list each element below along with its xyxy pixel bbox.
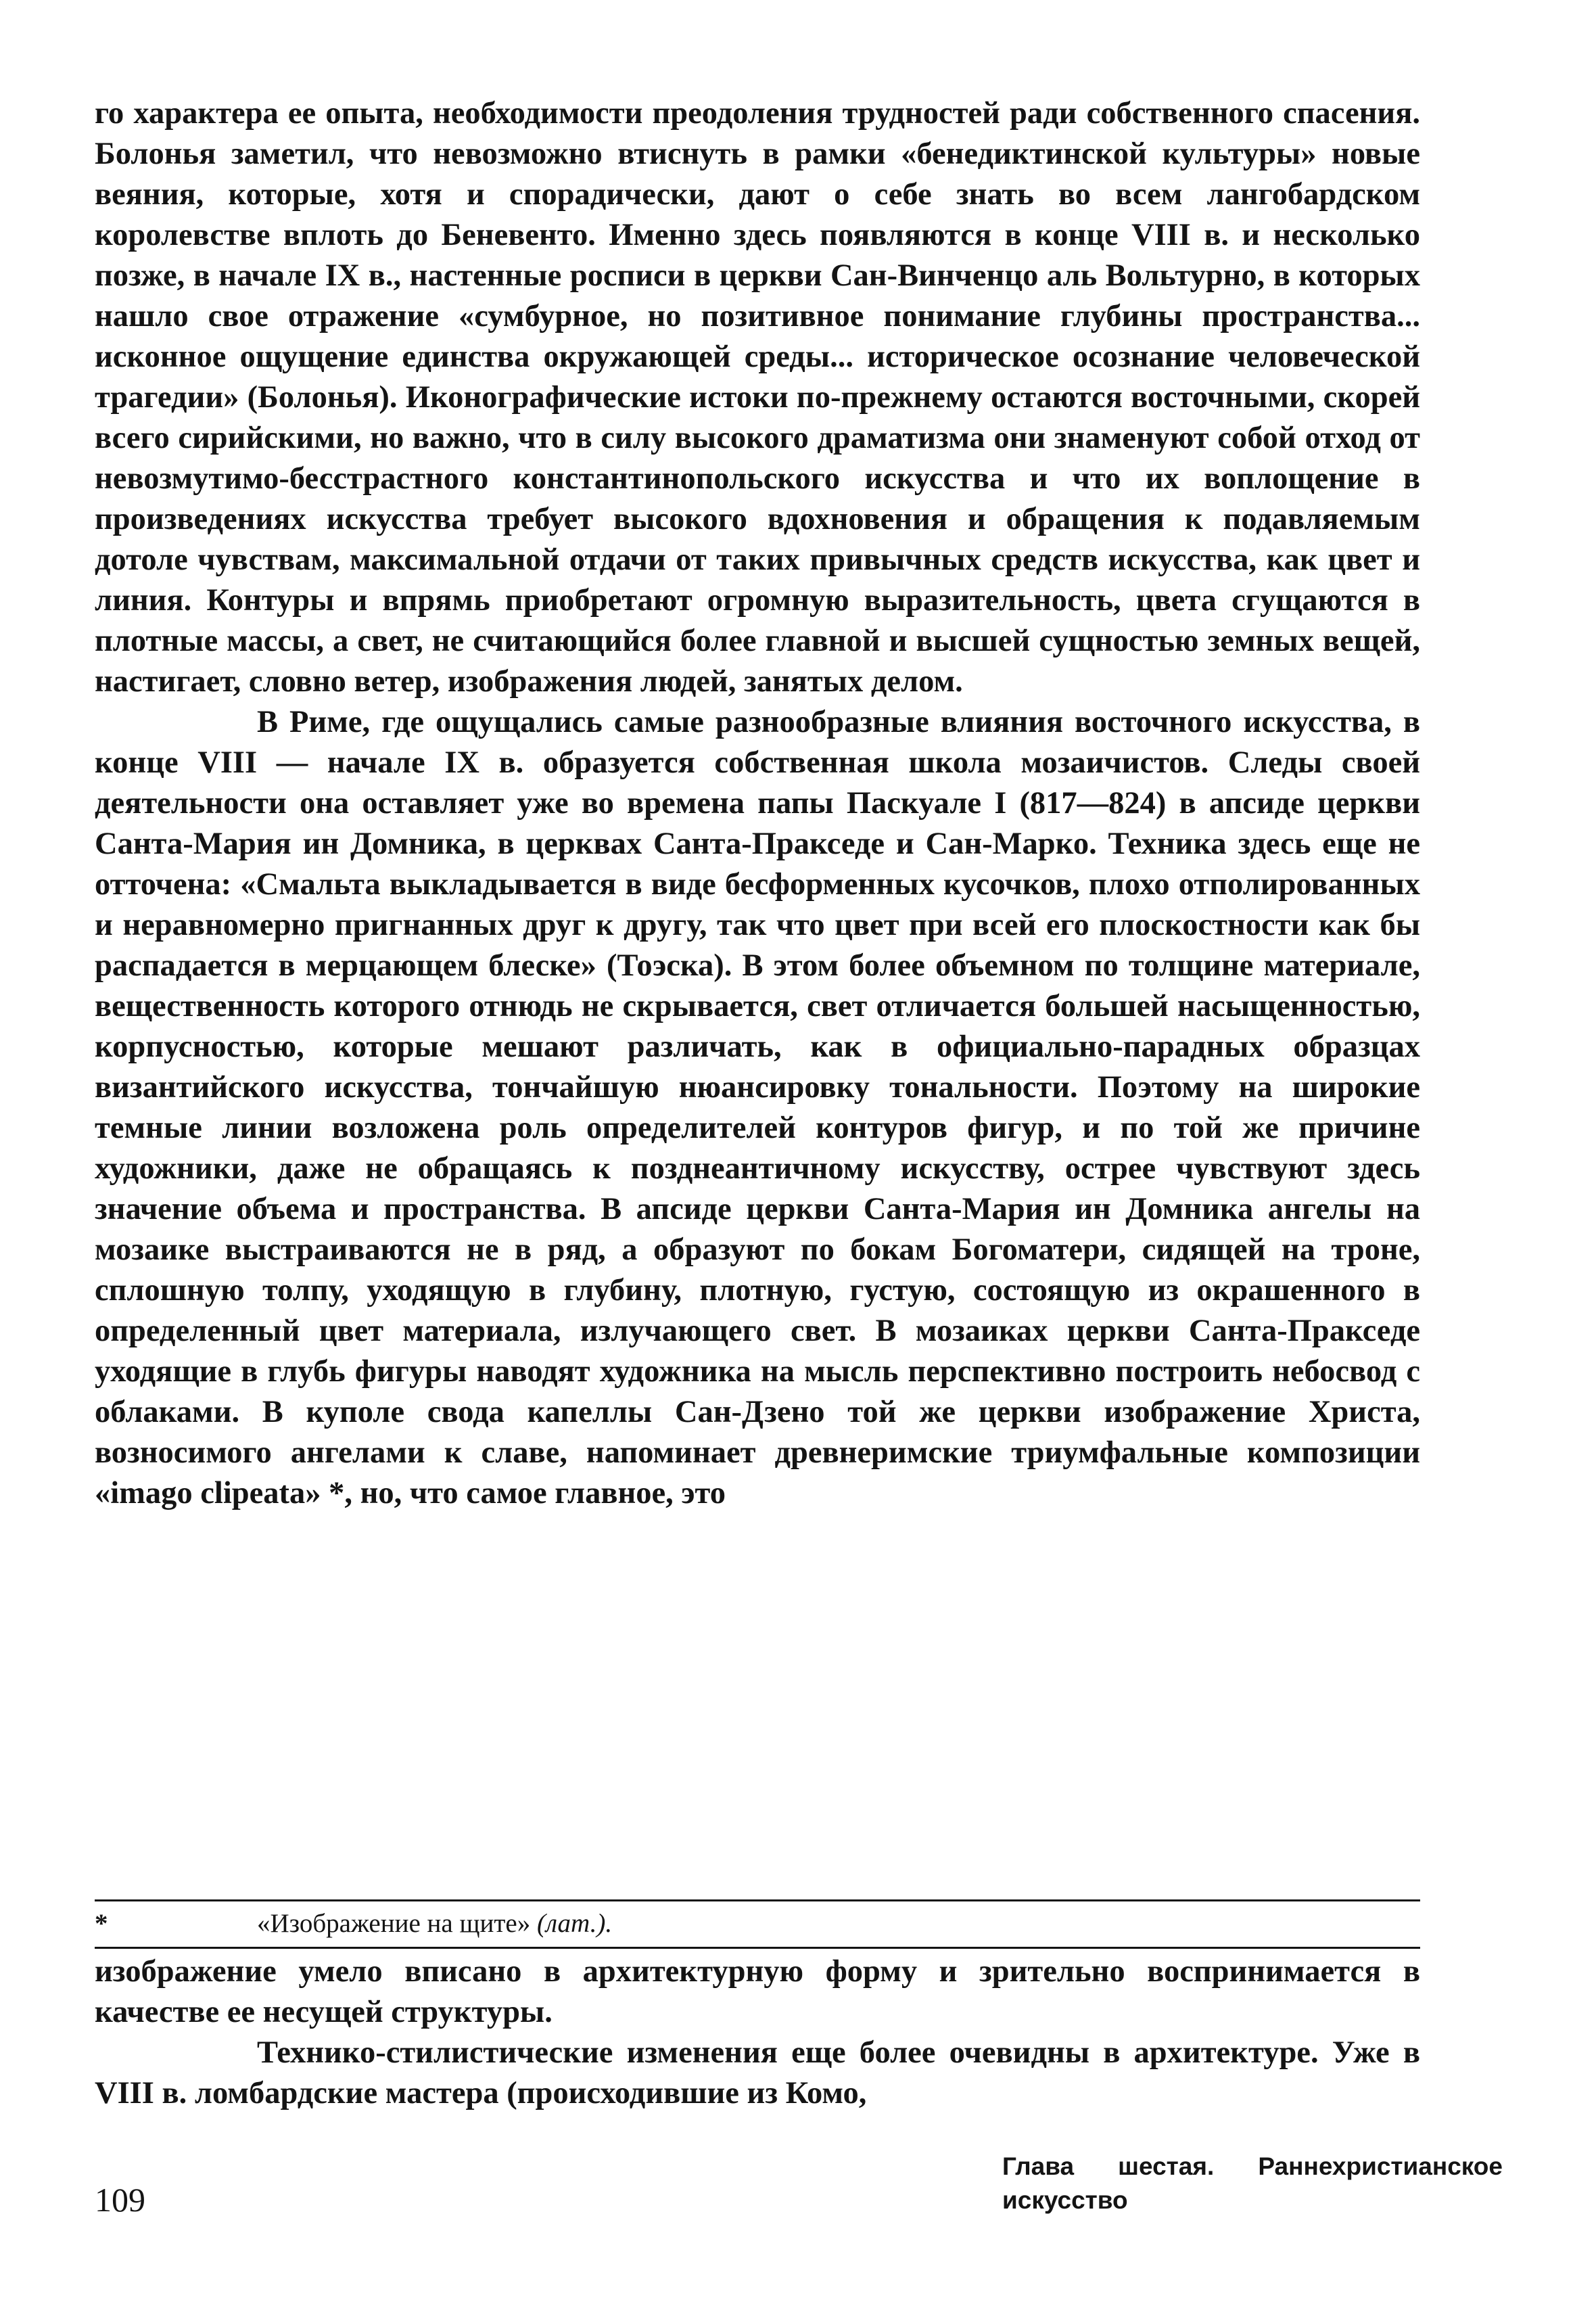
paragraph-4: Технико-стилистические изменения еще более очевидны в архитектуре. Уже в VIII в. ломбардские мастера (происходившие из Комо, bbox=[95, 2035, 1420, 2110]
paragraph-1: го характера ее опыта, необходимости преодоления трудностей ради собственного спасения. Болонья заметил, что невозможно втиснуть в рамки «бенедиктинской культуры» новые веяния, которые, хотя и спорадически, дают о себе знать во всем лангобардском королевстве вплоть до Беневенто. Именно здесь появляются в конце VIII в. и несколько позже, в начале IX в., настенные росписи в церкви Сан-Винченцо аль Вольтурно, в которых нашло свое отражение «сумбурное, но позитивное понимание глубины пространства... исконное ощущение единства окружающей среды... историческое осознание человеческой трагедии» (Болонья). Иконографические истоки по-прежнему остаются восточными, скорей всего сирийскими, но важно, что в силу высокого драматизма они знаменуют собой отход от невозмутимо-бесстрастного константинопольского искусства и что их воплощение в произведениях искусства требует высокого вдохновения и обращения к подавляемым дотоле чувствам, максимальной отдачи от таких привычных средств искусства, как цвет и линия. Контуры и впрямь приобретают огромную выразительность, цвета сгущаются в плотные массы, а свет, не считающийся более главной и высшей сущностью земных вещей, настигает, словно ветер, изображения людей, занятых делом. bbox=[95, 96, 1420, 699]
footnote-language: (лат.). bbox=[536, 1909, 613, 1938]
continued-text-block bbox=[95, 1952, 1420, 2114]
paragraph-3: изображение умело вписано в архитектурную форму и зрительно воспринимается в качестве ее несущей структуры. bbox=[95, 1954, 1420, 2029]
footnote-text: «Изображение на щите» bbox=[257, 1909, 531, 1938]
footnote-text-wrap bbox=[257, 1904, 612, 1943]
footnote-rule-bottom bbox=[95, 1947, 1420, 1949]
footnote-mark: * bbox=[95, 1909, 108, 1938]
running-footer bbox=[1002, 2150, 1503, 2217]
page-number: 109 bbox=[95, 2181, 145, 2219]
main-text-block bbox=[95, 93, 1420, 1514]
chapter-title-line-2: искусство bbox=[1002, 2186, 1128, 2214]
chapter-title-line-1: Глава шестая. Раннехристианское bbox=[1002, 2152, 1503, 2180]
paragraph-2: В Риме, где ощущались самые разнообразные влияния восточного искусства, в конце VIII — начале IX в. образуется собственная школа мозаичистов. Следы своей деятельности она оставляет уже во времена папы Паскуале I (817—824) в апсиде церкви Санта-Мария ин Домника, в церквах Санта-Пракседе и Сан-Марко. Техника здесь еще не отточена: «Смальта выкладывается в виде бесформенных кусочков, плохо отполированных и неравномерно пригнанных друг к другу, так что цвет при всей его плоскостности как бы распадается в мерцающем блеске» (Тоэска). В этом более объемном по толщине материале, вещественность которого отнюдь не скрывается, свет отличается большей насыщенностью, корпусностью, которые мешают различать, как в официально-парадных образцах византийского искусства, тончайшую нюансировку тональности. Поэтому на широкие темные линии возложена роль определителей контуров фигур, и по той же причине художники, даже не обращаясь к позднеантичному искусству, острее чувствуют здесь значение объема и пространства. В апсиде церкви Санта-Мария ин Домника ангелы на мозаике выстраиваются не в ряд, а образуют по бокам Богоматери, сидящей на троне, сплошную толпу, уходящую в глубину, плотную, густую, состоящую из окрашенного в определенный цвет материала, излучающего свет. В мозаиках церкви Санта-Пракседе уходящие в глубь фигуры наводят художника на мысль перспективно построить небосвод с облаками. В куполе свода капеллы Сан-Дзено той же церкви изображение Христа, возносимого ангелами к славе, напоминает древнеримские триумфальные композиции «imago clipeata» *, но, что самое главное, это bbox=[95, 705, 1420, 1510]
footnote-rule-top bbox=[95, 1899, 1420, 1901]
